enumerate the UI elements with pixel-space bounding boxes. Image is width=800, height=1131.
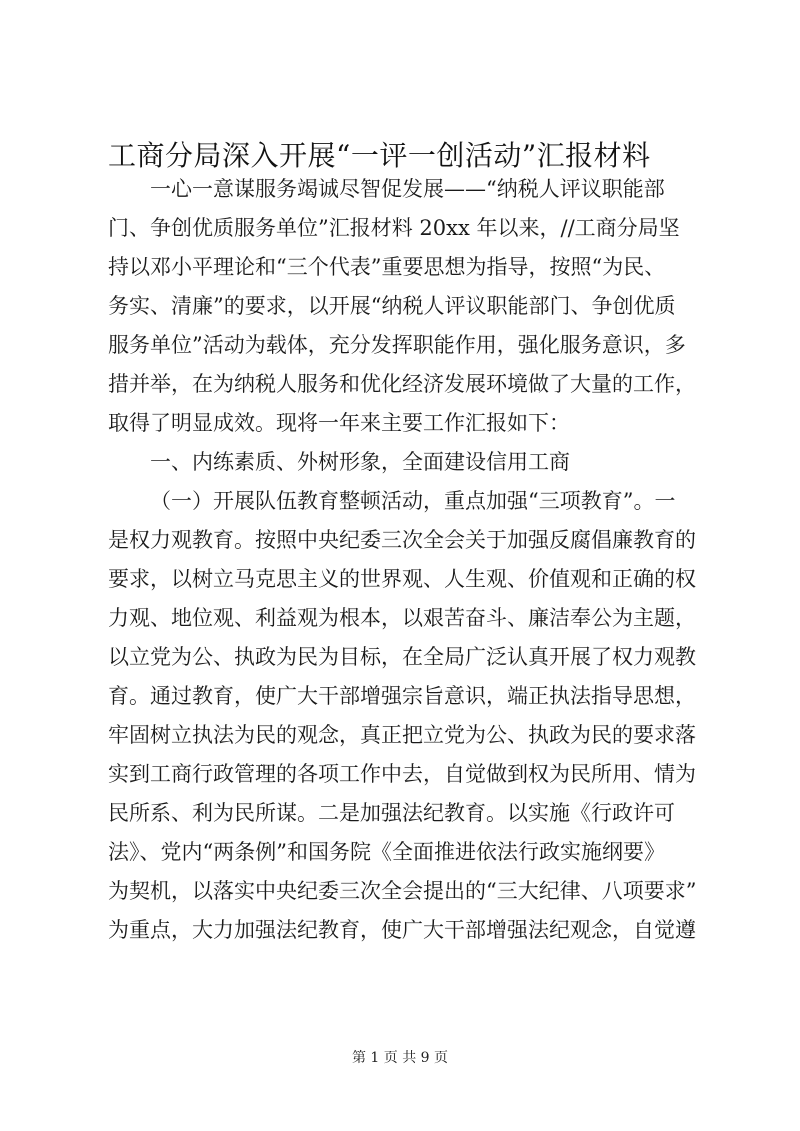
body-line: 务实、清廉”的要求，以开展“纳税人评议职能部门、争创优质 (108, 294, 676, 318)
body-line: 以立党为公、执政为民为目标，在全局广泛认真开展了权力观教 (108, 645, 696, 669)
body-line: 是权力观教育。按照中央纪委三次全会关于加强反腐倡廉教育的 (108, 528, 696, 552)
body-line: 为契机，以落实中央纪委三次全会提出的“三大纪律、八项要求” (108, 879, 697, 903)
body-line: 措并举，在为纳税人服务和优化经济发展环境做了大量的工作， (108, 372, 696, 396)
body-line: 为重点，大力加强法纪教育，使广大干部增强法纪观念，自觉遵 (108, 918, 696, 942)
body-line: 法》、党内“两条例”和国务院《全面推进依法行政实施纲要》 (108, 840, 665, 864)
document-title: 工商分局深入开展“一评一创活动”汇报材料 (108, 139, 651, 172)
body-line: 服务单位”活动为载体，充分发挥职能作用，强化服务意识，多 (108, 333, 686, 357)
body-line: 要求，以树立马克思主义的世界观、人生观、价值观和正确的权 (108, 567, 696, 591)
document-body (108, 170, 708, 950)
body-line: 一心一意谋服务竭诚尽智促发展——“纳税人评议职能部 (150, 177, 665, 201)
body-line: （一）开展队伍教育整顿活动，重点加强“三项教育”。一 (150, 489, 676, 513)
body-line: 育。通过教育，使广大干部增强宗旨意识，端正执法指导思想， (108, 684, 696, 708)
body-line: 牢固树立执法为民的观念，真正把立党为公、执政为民的要求落 (108, 723, 696, 747)
body-line: 门、争创优质服务单位”汇报材料 20xx 年以来，//工商分局坚 (108, 216, 680, 240)
body-line: 实到工商行政管理的各项工作中去，自觉做到权为民所用、情为 (108, 762, 696, 786)
body-line: 持以邓小平理论和“三个代表”重要思想为指导，按照“为民、 (108, 255, 666, 279)
body-line: 民所系、利为民所谋。二是加强法纪教育。以实施《行政许可 (108, 801, 675, 825)
body-line: 取得了明显成效。现将一年来主要工作汇报如下： (108, 411, 570, 435)
body-line: 力观、地位观、利益观为根本，以艰苦奋斗、廉洁奉公为主题， (108, 606, 696, 630)
section-heading: 一、内练素质、外树形象，全面建设信用工商 (150, 450, 570, 474)
page-footer: 第 1 页 共 9 页 (351, 1050, 449, 1066)
